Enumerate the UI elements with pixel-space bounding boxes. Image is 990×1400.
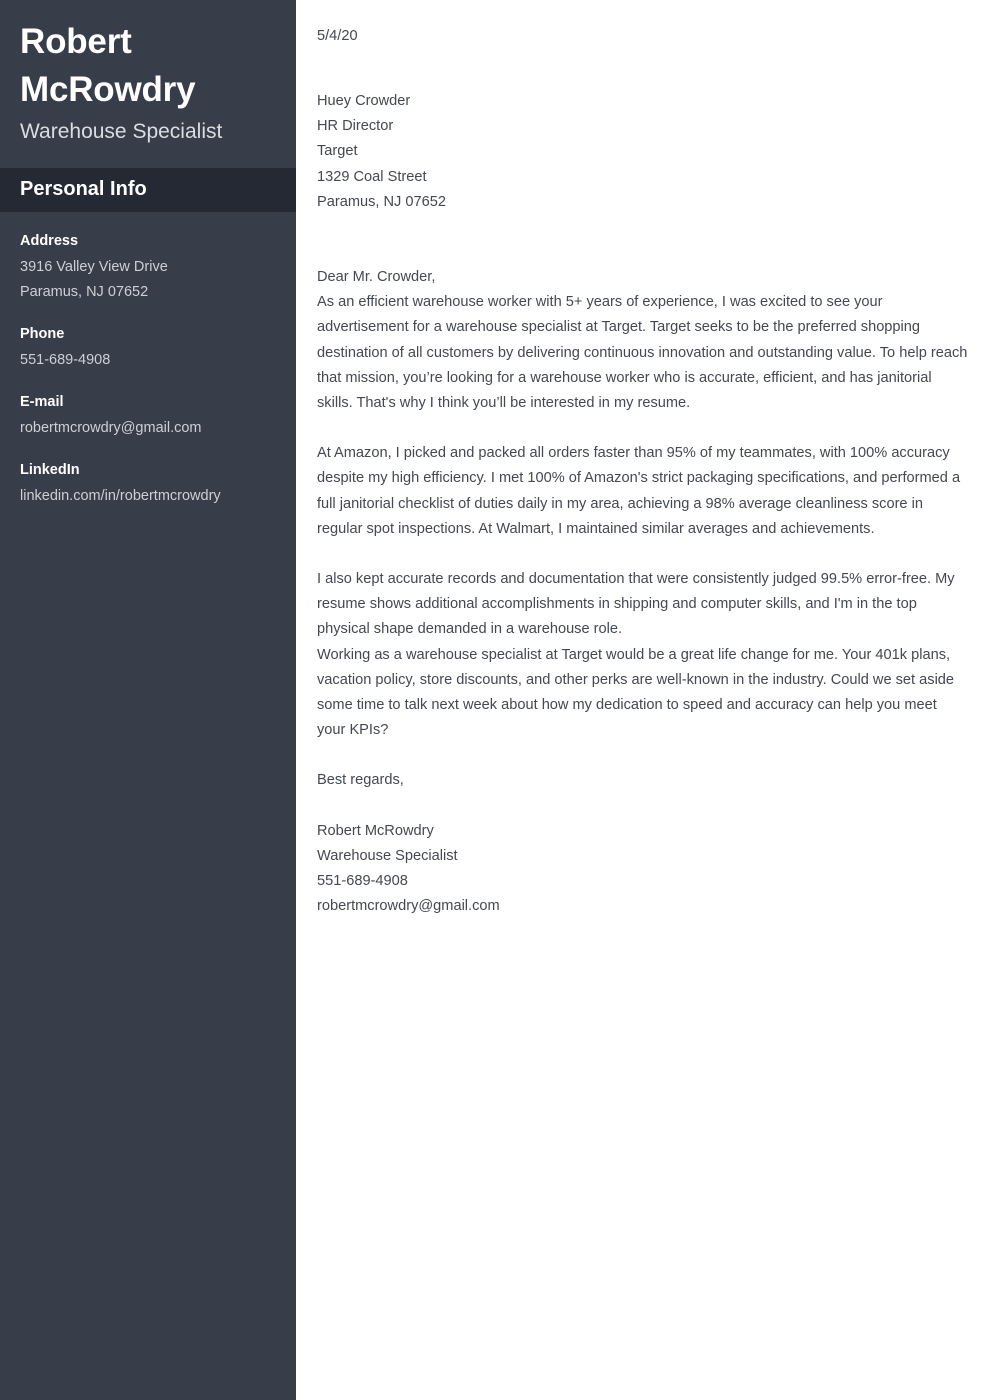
candidate-name: Robert McRowdry: [20, 22, 196, 109]
letter-date: 5/4/20: [317, 28, 358, 44]
signature-name: Robert McRowdry: [317, 822, 434, 839]
sidebar: [0, 0, 296, 1400]
phone-label: Phone: [20, 326, 65, 342]
body-paragraph-2: At Amazon, I picked and packed all orders faster than 95% of my teammates, with 100% accuracy despite my high efficiency. I met 100% of Amazon's strict packaging specifications, and performed a full janitorial checklist of duties daily in my area, achieving a 98% average cleanliness score in regular spot inspections. At Walmart, I maintained similar averages and achievements.: [317, 445, 961, 537]
salutation: Dear Mr. Crowder,: [317, 269, 436, 286]
body-paragraph-3: I also kept accurate records and documentation that were consistently judged 99.5% error-free. My resume shows additional accomplishments in shipping and computer skills, and I'm in the top physical shape demanded in a warehouse role.: [317, 571, 955, 638]
phone-value[interactable]: 551-689-4908: [20, 352, 111, 368]
info-block-email: [20, 392, 276, 441]
info-block-phone: [20, 324, 276, 373]
sidebar-header: [0, 0, 296, 168]
body-paragraph-1: As an efficient warehouse worker with 5+ years of experience, I was excited to see your advertisement for a warehouse specialist at Target. Target seeks to be the preferred shopping destination of all customers by delivering continuous innovation and outstanding value. To help reach that mission, you’re looking for a warehouse worker who is accurate, efficient, and has janitorial skills. That's why I think you’ll be interested in my resume.: [317, 294, 968, 412]
personal-info-title: Personal Info: [20, 178, 147, 200]
body-paragraph-4: Working as a warehouse specialist at Target would be a great life change for me. Your 401k plans, vacation policy, store discounts, and other perks are well-known in the industry. Could we set aside some time to talk next week about how my dedication to speed and accuracy can help you meet your KPIs?: [317, 646, 955, 739]
closing-block: [317, 768, 968, 793]
info-block-address: [20, 231, 276, 305]
recipient-name: Huey Crowder: [317, 93, 411, 109]
recipient-job-title: HR Director: [317, 118, 394, 135]
candidate-job-title: Warehouse Specialist: [20, 120, 223, 143]
signature-email[interactable]: robertmcrowdry@gmail.com: [317, 898, 500, 915]
recipient-company: Target: [317, 143, 358, 160]
third-paragraph-block: [317, 567, 968, 743]
closing-salutation: Best regards,: [317, 772, 404, 789]
signature-block: [317, 819, 968, 920]
second-paragraph-block: [317, 441, 968, 542]
signature-job-title: Warehouse Specialist: [317, 847, 458, 864]
personal-info-list: [0, 212, 296, 1400]
address-label: Address: [20, 233, 79, 249]
address-line-2: Paramus, NJ 07652: [20, 284, 149, 300]
linkedin-value[interactable]: linkedin.com/in/robertmcrowdry: [20, 488, 221, 504]
linkedin-label: LinkedIn: [20, 462, 80, 478]
recipient-city-state-zip: Paramus, NJ 07652: [317, 193, 446, 210]
salutation-and-first-paragraph: [317, 265, 968, 416]
email-value[interactable]: robertmcrowdry@gmail.com: [20, 420, 202, 436]
personal-info-section-header: [0, 168, 296, 212]
info-block-linkedin: [20, 460, 276, 509]
recipient-street: 1329 Coal Street: [317, 168, 427, 185]
address-line-1: 3916 Valley View Drive: [20, 259, 168, 275]
letter-content-column: [317, 24, 968, 919]
signature-phone[interactable]: 551-689-4908: [317, 873, 408, 890]
recipient-address-block: [317, 89, 968, 215]
letter-body: [296, 0, 990, 1400]
email-label: E-mail: [20, 394, 64, 410]
